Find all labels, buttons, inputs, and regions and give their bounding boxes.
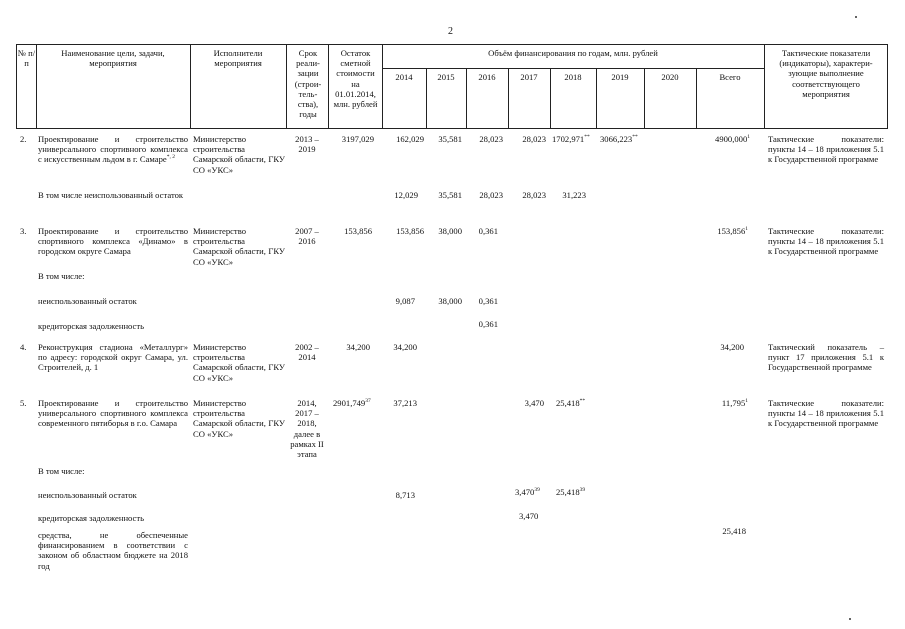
- cell-note: 39: [579, 487, 586, 494]
- row-subname: В том числе неиспользованный остаток: [38, 190, 184, 200]
- row-term: 2007 – 2016: [295, 226, 319, 247]
- cell-total: [696, 134, 750, 144]
- col-rule: [286, 44, 287, 129]
- row-name-note: *, 2: [166, 154, 175, 161]
- cell-total: [696, 398, 748, 408]
- header-year: 2019: [611, 72, 629, 82]
- header-total: Всего: [719, 72, 741, 82]
- row-balance: [333, 398, 371, 408]
- cell-total: [696, 226, 748, 236]
- cell-note: **: [584, 134, 590, 141]
- row-tactical: Тактический показатель – пункт 17 приложения 5.1 к Государственной программе: [768, 342, 884, 373]
- cell-2017: 28,023: [522, 134, 546, 144]
- header-balance: Остаток сметной стоимости на 01.01.2014, млн. рублей: [333, 48, 378, 110]
- header-num: № п/п: [17, 48, 36, 69]
- cell-note: **: [632, 134, 638, 141]
- header-top-rule: [16, 44, 887, 45]
- cell-2014: 153,856: [396, 226, 424, 236]
- row-num: 4.: [20, 342, 27, 352]
- cell-note: 39: [534, 487, 540, 494]
- row-name: [38, 134, 188, 165]
- cell-2017: [515, 487, 540, 497]
- col-rule: [764, 44, 765, 129]
- cell-value: 153,856: [717, 226, 746, 236]
- row-name-text: Проектирование и строительство универсального спортивного комплекса с искусственным льдом в г. Самаре: [38, 134, 188, 165]
- col-rule: [887, 44, 888, 129]
- cell-2018: [556, 398, 585, 408]
- header-bottom-rule: [16, 128, 887, 129]
- scan-speck: [855, 16, 857, 18]
- header-funding: Объём финансирования по годам, млн. рублей: [488, 48, 658, 58]
- cell-2018: 31,223: [562, 190, 586, 200]
- cell-2016: 28,023: [479, 190, 503, 200]
- header-tactical: Тактические показатели (индикаторы), характери-зующие выполнение соответствующего мероприятия: [779, 48, 873, 99]
- row-tactical: Тактические показатели: пункты 14 – 18 приложения 5.1 к Государственной программе: [768, 398, 884, 429]
- scan-speck: [849, 618, 851, 620]
- row-executors: Министерство строительства Самарской области, ГКУ СО «УКС»: [193, 398, 285, 439]
- row-balance: 153,856: [344, 226, 372, 236]
- cell-note: 1: [745, 226, 748, 233]
- cell-2018: [556, 487, 585, 497]
- cell-2017: 3,470: [524, 398, 544, 408]
- cell-value: 1702,971: [552, 134, 585, 144]
- row-tactical: Тактические показатели: пункты 14 – 18 приложения 5.1 к Государственной программе: [768, 134, 884, 165]
- header-year: 2018: [564, 72, 582, 82]
- cell-total: 34,200: [720, 342, 744, 352]
- header-name: Наименование цели, задачи, мероприятия: [61, 48, 165, 69]
- row-num: 2.: [20, 134, 27, 144]
- row-name: Проектирование и строительство спортивного комплекса «Динамо» в городском округе Самара: [38, 226, 188, 257]
- row-num: 3.: [20, 226, 27, 236]
- cell-note: 1: [745, 398, 748, 405]
- cell-2014: 162,029: [396, 134, 424, 144]
- cell-2015: 38,000: [438, 226, 462, 236]
- cell-2014: 34,200: [393, 342, 417, 352]
- row-subname: В том числе:: [38, 466, 85, 476]
- row-executors: Министерство строительства Самарской области, ГКУ СО «УКС»: [193, 134, 285, 175]
- years-divider-rule: [382, 68, 764, 69]
- row-subname: неиспользованный остаток: [38, 296, 137, 306]
- cell-value: 25,418: [556, 487, 580, 497]
- cell-value: 3066,223: [600, 134, 633, 144]
- page-number: 2: [448, 26, 453, 37]
- row-term: 2002 – 2014: [295, 342, 319, 363]
- row-subname: неиспользованный остаток: [38, 490, 137, 500]
- row-subname: В том числе:: [38, 271, 85, 281]
- cell-note: 37: [365, 398, 371, 405]
- cell-2015: 38,000: [438, 296, 462, 306]
- cell-2015: 35,581: [438, 190, 462, 200]
- header-executors: Исполнители мероприятия: [213, 48, 263, 69]
- col-rule: [36, 44, 37, 129]
- header-year: 2016: [478, 72, 496, 82]
- row-subname: кредиторская задолженность: [38, 321, 145, 331]
- cell-2017: 28,023: [522, 190, 546, 200]
- col-rule: [328, 44, 329, 129]
- cell-2015: 35,581: [438, 134, 462, 144]
- row-subname: кредиторская задолженность: [38, 513, 145, 523]
- header-year: 2017: [520, 72, 538, 82]
- header-year: 2020: [661, 72, 679, 82]
- row-balance: 34,200: [346, 342, 370, 352]
- cell-total: 25,418: [722, 526, 746, 536]
- cell-2014: 9,087: [395, 296, 415, 306]
- cell-2014: 12,029: [394, 190, 418, 200]
- cell-2014: 8,713: [395, 490, 415, 500]
- cell-2017: 3,470: [519, 511, 539, 521]
- cell-value: 11,795: [721, 398, 746, 408]
- cell-value: 2901,749: [333, 398, 366, 408]
- header-year: 2015: [437, 72, 455, 82]
- cell-2016: 0,361: [478, 296, 498, 306]
- cell-note: 1: [747, 134, 750, 141]
- row-executors: Министерство строительства Самарской области, ГКУ СО «УКС»: [193, 342, 285, 383]
- row-term: 2014, 2017 – 2018, далее в рамках II этапа: [290, 398, 324, 460]
- header-year: 2014: [395, 72, 413, 82]
- col-rule: [190, 44, 191, 129]
- header-term: Срок реали-зации (строи-тель-ства), годы: [294, 48, 322, 120]
- cell-2016: 0,361: [478, 319, 498, 329]
- cell-2019: [600, 134, 638, 144]
- row-tactical: Тактические показатели: пункты 14 – 18 приложения 5.1 к Государственной программе: [768, 226, 884, 257]
- cell-value: 3,470: [515, 487, 535, 497]
- cell-2014: 37,213: [393, 398, 417, 408]
- cell-2016: 0,361: [478, 226, 498, 236]
- row-name: Проектирование и строительство универсального спортивного комплекса современного пятиборья в г.о. Самара: [38, 398, 188, 429]
- row-term: 2013 – 2019: [295, 134, 319, 155]
- row-num: 5.: [20, 398, 27, 408]
- row-name: Реконструкция стадиона «Металлург» по адресу: городской округ Самара, ул. Строителей, д. 1: [38, 342, 188, 373]
- row-subname: средства, не обеспеченные финансированием в соответствии с законом об областном бюджете на 2018 год: [38, 530, 188, 571]
- row-balance: 3197,029: [341, 134, 374, 144]
- cell-2016: 28,023: [479, 134, 503, 144]
- cell-value: 4900,000: [715, 134, 748, 144]
- cell-2018: [552, 134, 590, 144]
- row-executors: Министерство строительства Самарской области, ГКУ СО «УКС»: [193, 226, 285, 267]
- cell-value: 25,418: [556, 398, 580, 408]
- cell-note: **: [579, 398, 586, 405]
